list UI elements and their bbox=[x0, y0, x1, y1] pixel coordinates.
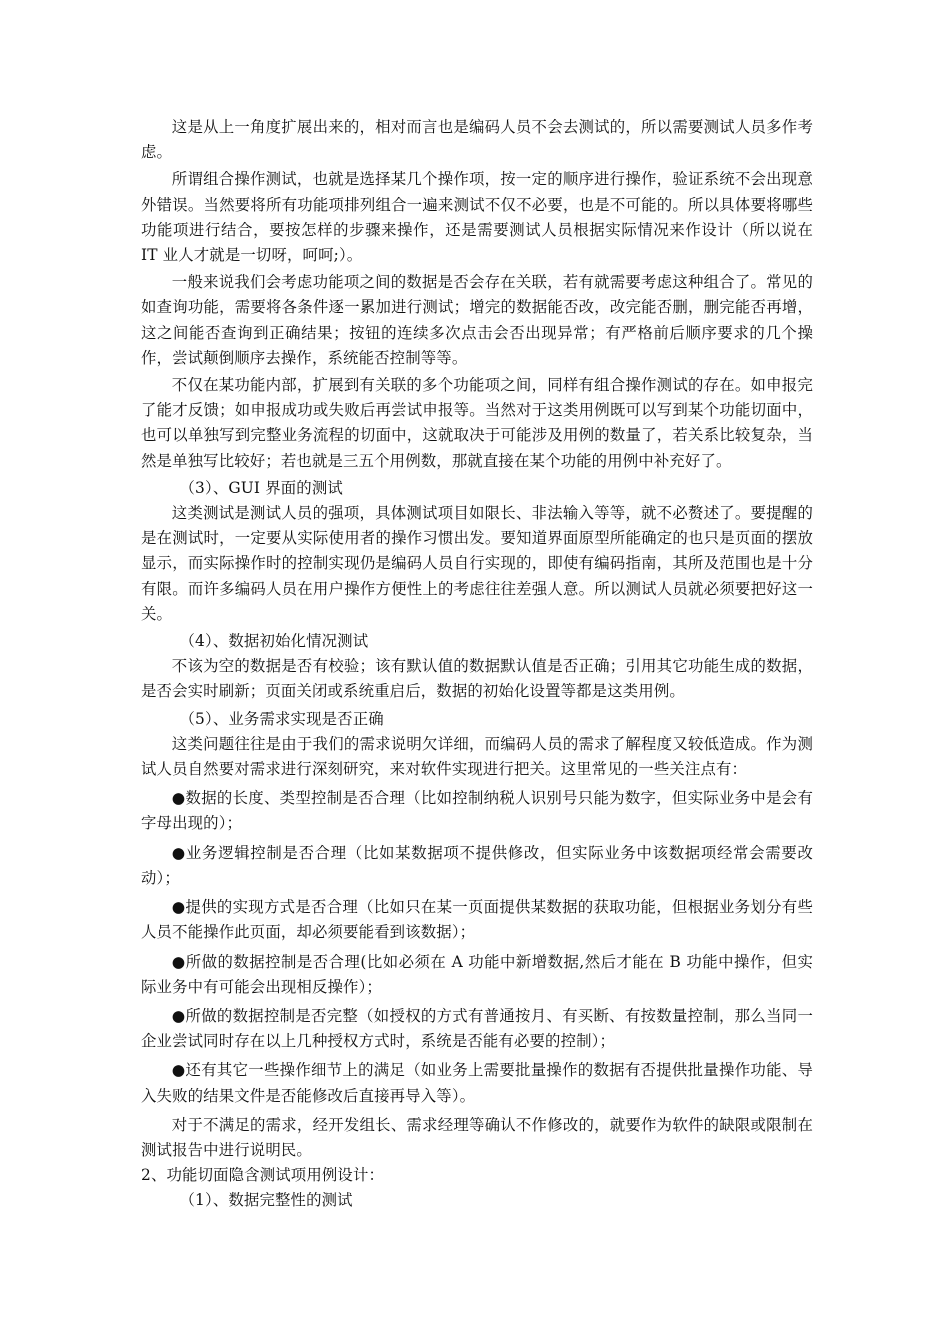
paragraph: 所谓组合操作测试，也就是选择某几个操作项，按一定的顺序进行操作，验证系统不会出现意外错误。当然要将所有功能项排列组合一遍来测试不仅不必要，也是不可能的。所以具体要将哪些功能项进行结合，要按怎样的步骤来操作，还是需要测试人员根据实际情况来作设计（所以说在 IT 业人才就是一切呀，呵呵;）。 bbox=[141, 170, 813, 265]
paragraph: 这类问题往往是由于我们的需求说明欠详细，而编码人员的需求了解程度又较低造成。作为测试人员自然要对需求进行深刻研究，来对软件实现进行把关。这里常见的一些关注点有： bbox=[141, 734, 813, 779]
paragraph: 对于不满足的需求，经开发组长、需求经理等确认不作修改的，就要作为软件的缺限或限制在测试报告中进行说明民。 bbox=[141, 1115, 813, 1159]
bullet-item: ●业务逻辑控制是否合理（比如某数据项不提供修改，但实际业务中该数据项经常会需要改动）； bbox=[141, 843, 813, 887]
section-heading: （5）、业务需求实现是否正确 bbox=[179, 709, 384, 728]
section-heading: （1）、数据完整性的测试 bbox=[179, 1191, 353, 1210]
paragraph: 不仅在某功能内部，扩展到有关联的多个功能项之间，同样有组合操作测试的存在。如申报完了能才反馈；如申报成功或失败后再尝试申报等。当然对于这类用例既可以写到某个功能切面中，也可以单独写到完整业务流程的切面中，这就取决于可能涉及用例的数量了，若关系比较复杂，当然是单独写比较好；若也就是三五个用例数，那就直接在某个功能的用例中补充好了。 bbox=[141, 376, 813, 470]
bullet-item: ●提供的实现方式是否合理（比如只在某一页面提供某数据的获取功能，但根据业务划分有些人员不能操作此页面，却必须要能看到该数据）； bbox=[141, 898, 813, 942]
bullet-item: ●数据的长度、类型控制是否合理（比如控制纳税人识别号只能为数字，但实际业务中是会有字母出现的）； bbox=[141, 789, 813, 833]
section-heading: （4）、数据初始化情况测试 bbox=[179, 632, 369, 651]
paragraph: 这类测试是测试人员的强项，具体测试项目如限长、非法输入等等，就不必赘述了。要提醒的是在测试时，一定要从实际使用者的操作习惯出发。要知道界面原型所能确定的也只是页面的摆放显示，而实际操作时的控制实现仍是编码人员自行实现的，即使有编码指南，其所及范围也是十分有限。而许多编码人员在用户操作方便性上的考虑往往差强人意。所以测试人员就必须要把好这一关。 bbox=[141, 504, 813, 623]
paragraph: 这是从上一角度扩展出来的，相对而言也是编码人员不会去测试的，所以需要测试人员多作考虑。 bbox=[141, 118, 813, 162]
bullet-item: ●所做的数据控制是否完整（如授权的方式有普通按月、有买断、有按数量控制，那么当同一企业尝试同时存在以上几种授权方式时，系统是否能有必要的控制）； bbox=[141, 1006, 813, 1051]
bullet-item: ●还有其它一些操作细节上的满足（如业务上需要批量操作的数据有否提供批量操作功能、导入失败的结果文件是否能修改后直接再导入等）。 bbox=[141, 1061, 813, 1105]
section-heading: 2、功能切面隐含测试项用例设计： bbox=[141, 1166, 385, 1185]
paragraph: 不该为空的数据是否有校验；该有默认值的数据默认值是否正确；引用其它功能生成的数据，是否会实时刷新；页面关闭或系统重启后，数据的初始化设置等都是这类用例。 bbox=[141, 657, 813, 701]
document-page bbox=[141, 115, 813, 1214]
paragraph: 一般来说我们会考虑功能项之间的数据是否会存在关联，若有就需要考虑这种组合了。常见的如查询功能，需要将各条件逐一累加进行测试；增完的数据能否改，改完能否删，删完能否再增，这之间能否查询到正确结果；按钮的连续多次点击会否出现异常；有严格前后顺序要求的几个操作，尝试颠倒顺序去操作，系统能否控制等等。 bbox=[141, 273, 813, 367]
section-heading: （3）、GUI 界面的测试 bbox=[179, 478, 343, 497]
bullet-item: ●所做的数据控制是否合理(比如必须在 A 功能中新增数据,然后才能在 B 功能中操作，但实际业务中有可能会出现相反操作）； bbox=[141, 952, 813, 996]
